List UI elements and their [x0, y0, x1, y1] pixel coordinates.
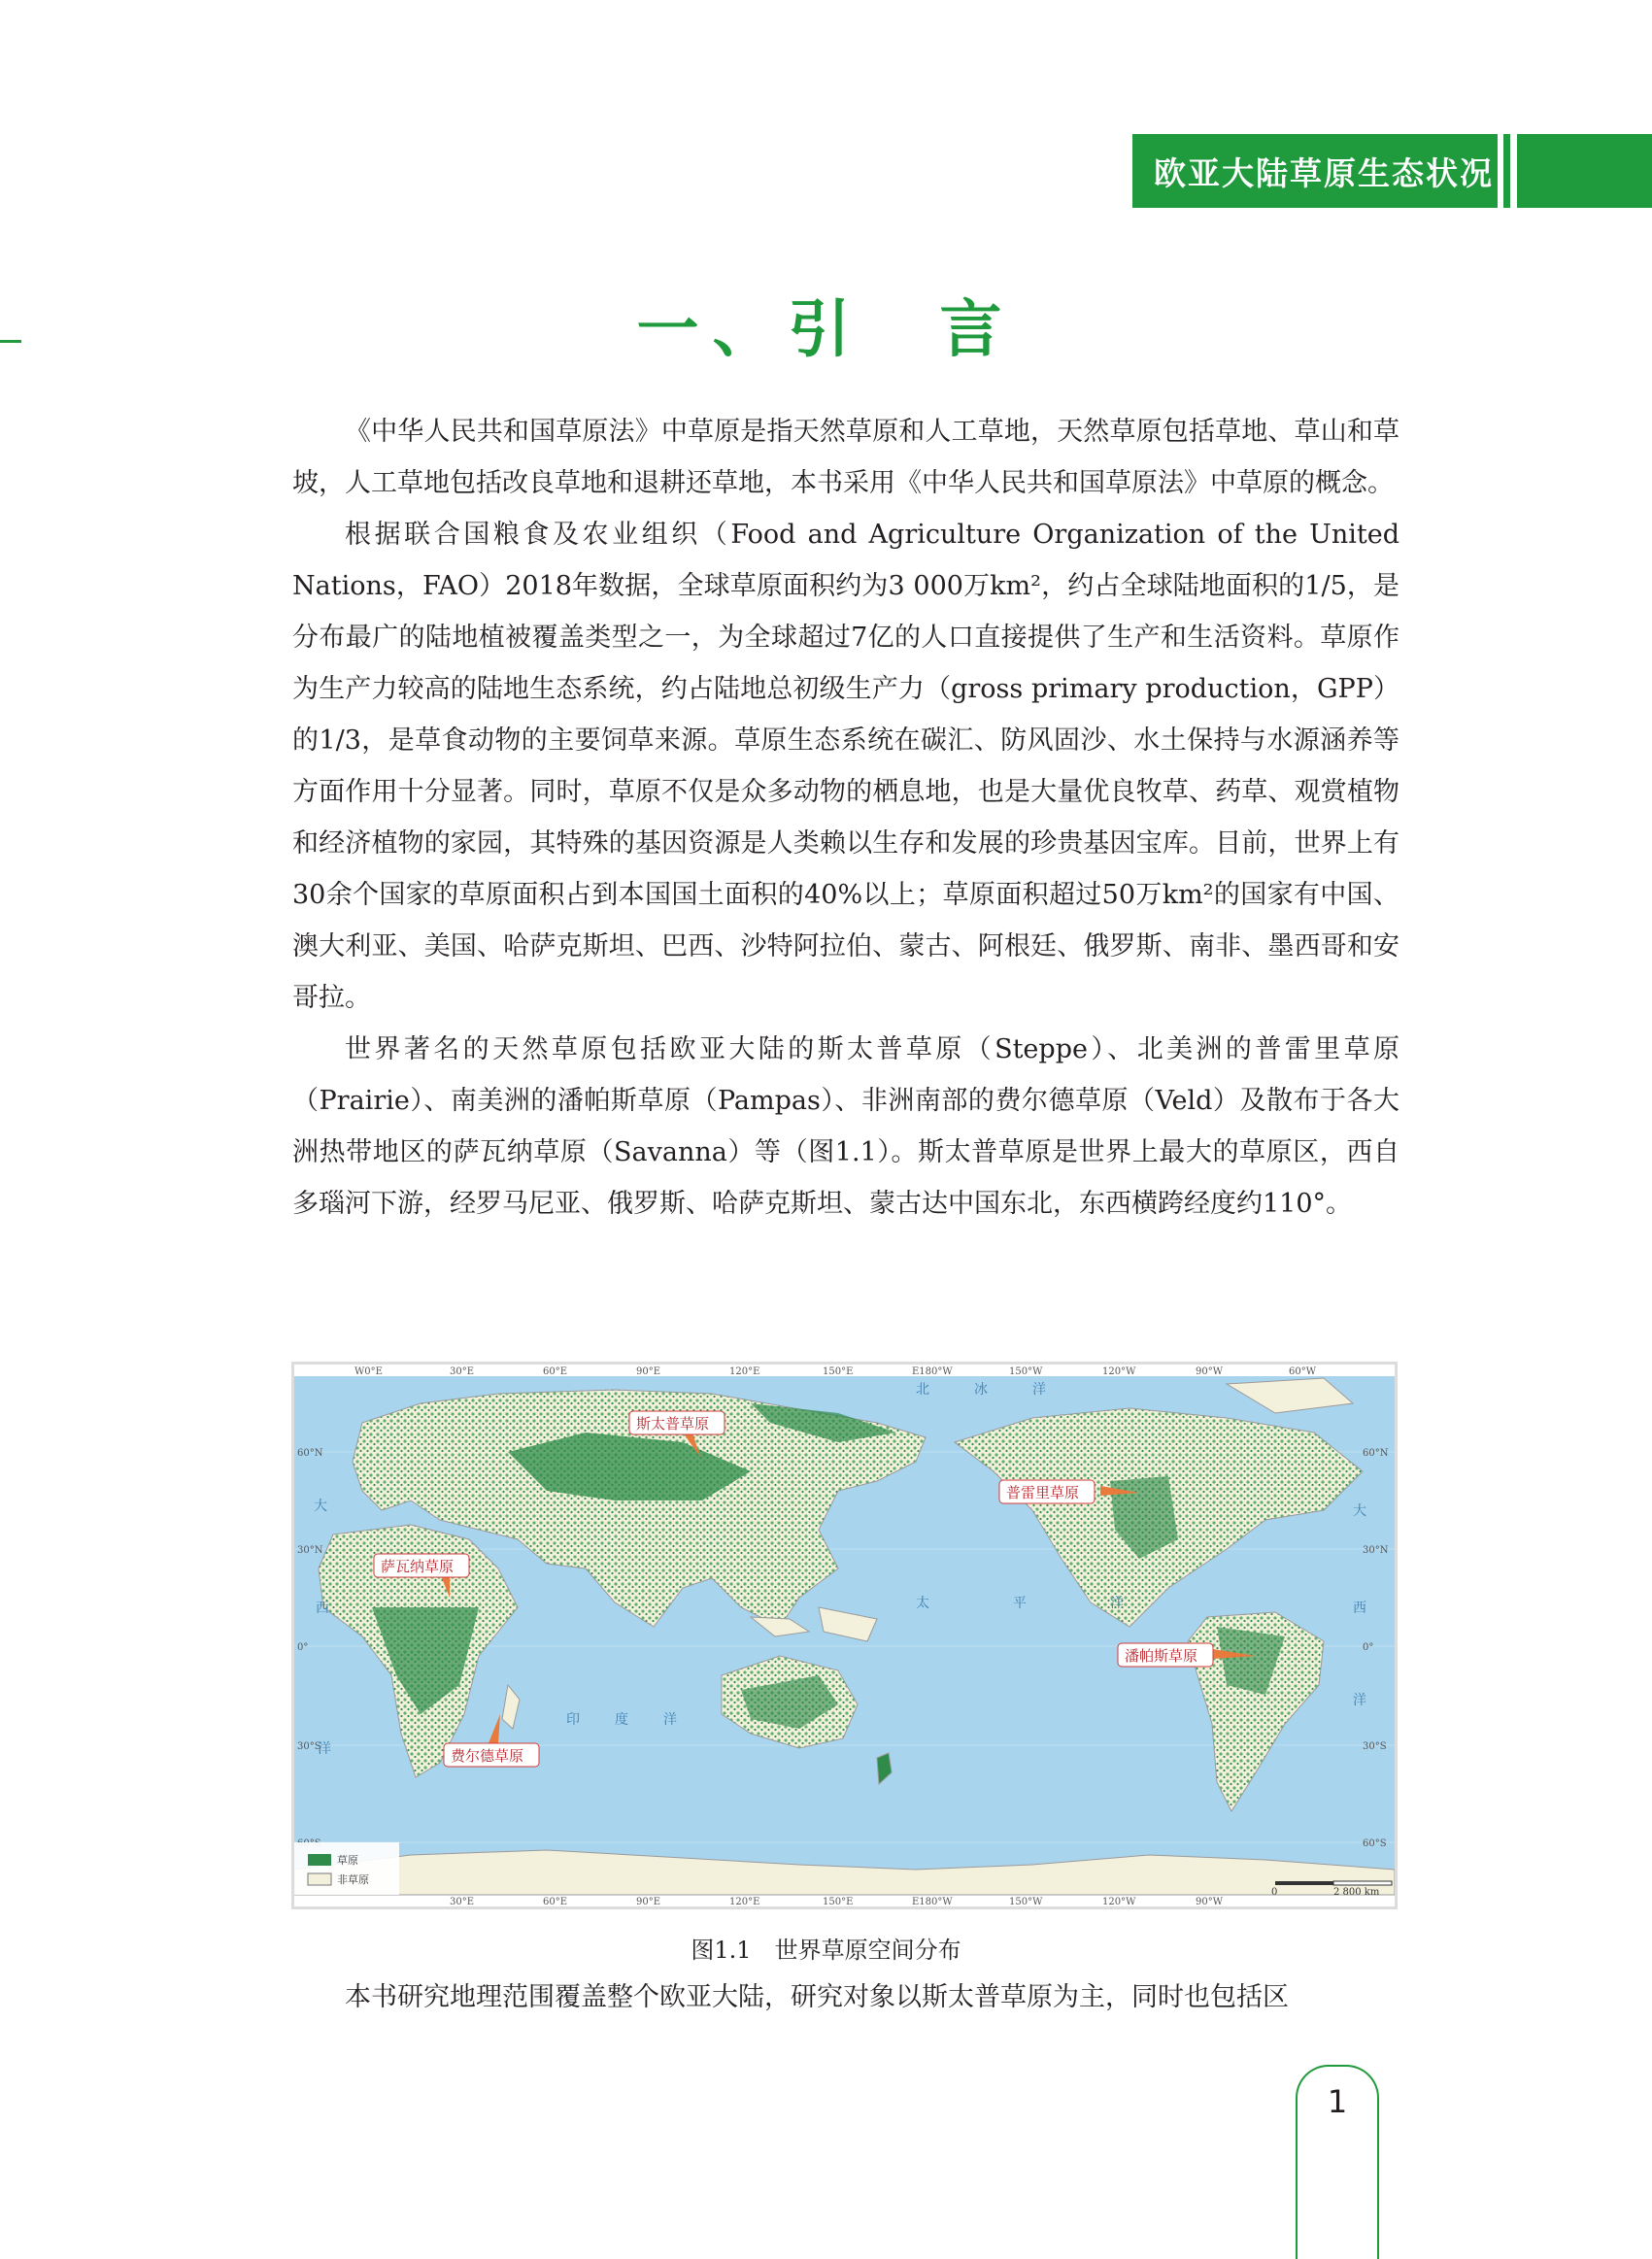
scale-distance: 2 800 km: [1333, 1887, 1380, 1898]
legend-grass-label: 草原: [337, 1854, 358, 1867]
legend-grass-swatch: [308, 1854, 331, 1866]
bottom-tick: 120°E: [729, 1897, 760, 1906]
top-tick: 150°E: [823, 1366, 854, 1377]
header-accent-bar: [1503, 134, 1510, 208]
paragraph-3: 世界著名的天然草原包括欧亚大陆的斯太普草原（Steppe）、北美洲的普雷里草原（Prairie）、南美洲的潘帕斯草原（Pampas）、非洲南部的费尔德草原（Veld）及散布于各大洲热带地区的萨瓦纳草原（Savanna）等（图1.1）。斯太普草原是世界上最大的草原区，西自多瑙河下游，经罗马尼亚、俄罗斯、哈萨克斯坦、蒙古达中国东北，东西横跨经度约110°。: [292, 1034, 1399, 1219]
right-lat: 60°N: [1363, 1448, 1389, 1459]
figure-caption: 图1.1 世界草原空间分布: [691, 1937, 961, 1964]
indian-label: 印: [566, 1712, 580, 1728]
svg-text:潘帕斯草原: 潘帕斯草原: [1125, 1647, 1198, 1665]
bottom-tick: 150°W: [1009, 1897, 1043, 1906]
svg-text:普雷里草原: 普雷里草原: [1006, 1484, 1080, 1501]
indian-label: 洋: [663, 1712, 677, 1728]
page-number: 1: [1327, 2083, 1348, 2120]
arctic-label: 冰: [974, 1382, 988, 1398]
atlantic-label-right: 洋: [1353, 1693, 1366, 1708]
atlantic-label: 洋: [318, 1741, 331, 1757]
pacific-label: 洋: [1110, 1596, 1124, 1611]
map-svg: [294, 1365, 1395, 1906]
right-lat: 60°S: [1363, 1838, 1387, 1849]
top-tick: 30°E: [450, 1366, 475, 1377]
svg-text:萨瓦纳草原: 萨瓦纳草原: [381, 1558, 455, 1575]
top-tick: 90°E: [636, 1366, 661, 1377]
veld-label: [444, 1743, 539, 1767]
legend-nongrass-swatch: [308, 1873, 331, 1885]
chapter-title: 一、引 言: [636, 293, 1016, 366]
bottom-tick: 90°W: [1196, 1897, 1224, 1906]
paragraph-1: 《中华人民共和国草原法》中草原是指天然草原和人工草地，天然草原包括草地、草山和草坡，人工草地包括改良草地和退耕还草地，本书采用《中华人民共和国草原法》中草原的概念。: [292, 417, 1399, 498]
atlantic-label-right: 大: [1353, 1503, 1366, 1519]
bottom-tick: 30°E: [450, 1897, 475, 1906]
top-tick: 90°W: [1196, 1366, 1224, 1377]
section-title: 欧亚大陆草原生态状况: [1154, 153, 1494, 192]
arctic-label: 洋: [1032, 1382, 1046, 1398]
pampas-label: [1118, 1643, 1213, 1667]
scale-zero: 0: [1271, 1887, 1278, 1898]
world-grassland-map: [291, 1362, 1398, 1909]
header-accent-block: [1517, 134, 1652, 208]
svg-text:费尔德草原: 费尔德草原: [451, 1747, 524, 1765]
svg-text:斯太普草原: 斯太普草原: [636, 1415, 710, 1433]
bottom-tick: 120°W: [1102, 1897, 1136, 1906]
atlantic-label: 西: [316, 1601, 329, 1616]
left-lat: 30°N: [297, 1545, 323, 1556]
paragraph-4-first-line: 本书研究地理范围覆盖整个欧亚大陆，研究对象以斯太普草原为主，同时也包括区: [345, 1982, 1289, 2012]
arctic-label: 北: [916, 1382, 929, 1398]
left-lat: 0°: [297, 1642, 309, 1653]
map-legend: [294, 1842, 399, 1895]
bottom-tick: 150°E: [823, 1897, 854, 1906]
savanna-label: [374, 1554, 469, 1577]
bottom-tick: 60°E: [543, 1897, 568, 1906]
bottom-tick: E180°W: [912, 1897, 953, 1906]
top-tick: 60°E: [543, 1366, 568, 1377]
top-tick: E180°W: [912, 1366, 953, 1377]
atlantic-label-right: 西: [1353, 1601, 1366, 1616]
right-lat: 30°S: [1363, 1741, 1387, 1752]
top-tick: W0°E: [354, 1366, 383, 1377]
top-tick: 120°W: [1102, 1366, 1136, 1377]
top-tick: 120°E: [729, 1366, 760, 1377]
pacific-label: 平: [1013, 1596, 1027, 1611]
steppe-label: [629, 1411, 725, 1434]
prairie-label: [999, 1480, 1095, 1503]
indian-label: 度: [615, 1712, 628, 1728]
left-lat: 30°S: [297, 1741, 321, 1752]
left-lat: 60°N: [297, 1448, 323, 1459]
section-header-tab: [1132, 134, 1498, 208]
top-tick: 60°W: [1289, 1366, 1317, 1377]
legend-nongrass-label: 非草原: [337, 1873, 369, 1886]
pacific-label: 太: [916, 1596, 929, 1611]
paragraph-2: 根据联合国粮食及农业组织（Food and Agriculture Organization of the United Nations，FAO）2018年数据，全球草原面积约为3 000万km²，约占全球陆地面积的1/5，是分布最广的陆地植被覆盖类型之一，为全球超过7亿的人口直接提供了生产和生活资料。草原作为生产力较高的陆地生态系统，约占陆地总初级生产力（gross primary production，GPP）的1/3，是草食动物的主要饲草来源。草原生态系统在碳汇、防风固沙、水土保持与水源涵养等方面作用十分显著。同时，草原不仅是众多动物的栖息地，也是大量优良牧草、药草、观赏植物和经济植物的家园，其特殊的基因资源是人类赖以生存和发展的珍贵基因宝库。目前，世界上有30余个国家的草原面积占到本国国土面积的40%以上；草原面积超过50万km²的国家有中国、澳大利亚、美国、哈萨克斯坦、巴西、沙特阿拉伯、蒙古、阿根廷、俄罗斯、南非、墨西哥和安哥拉。: [292, 520, 1399, 1013]
bottom-tick: 90°E: [636, 1897, 661, 1906]
body-text: [292, 406, 1399, 1230]
right-lat: 30°N: [1363, 1545, 1389, 1556]
atlantic-label: 大: [314, 1499, 327, 1514]
right-lat: 0°: [1363, 1642, 1374, 1653]
top-tick: 150°W: [1009, 1366, 1043, 1377]
